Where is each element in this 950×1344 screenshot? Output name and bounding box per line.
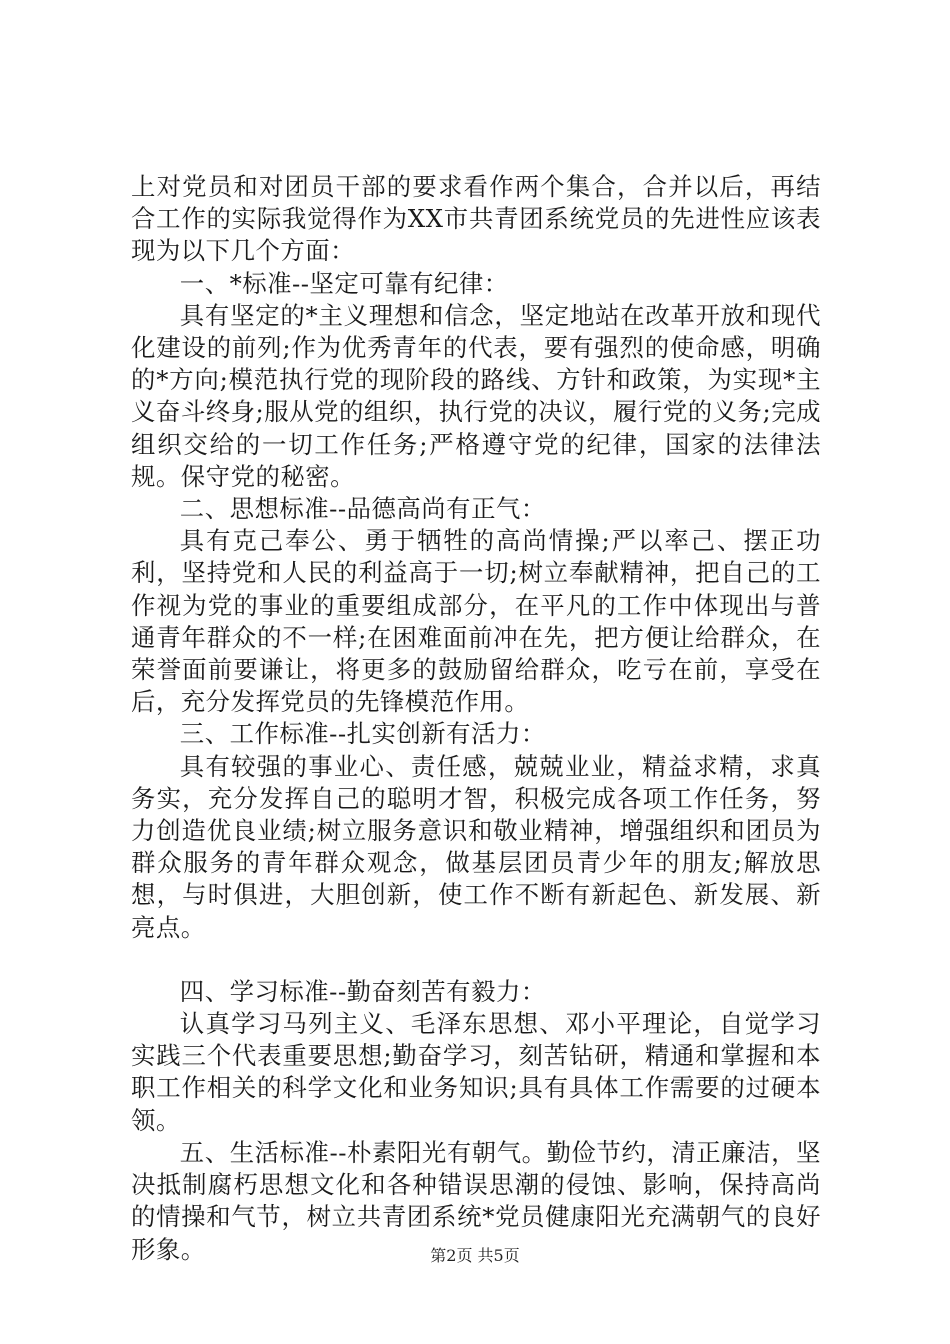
heading-ideological-standard: 二、思想标准--品德高尚有正气： <box>179 494 546 524</box>
paragraph-intro: 上对党员和对团员干部的要求看作两个集合，合并以后，再结合工作的实际我觉得作为XX市共青团系统党员的先进性应该表现为以下几个方面： <box>131 172 821 266</box>
paragraph-political-standard: 具有坚定的*主义理想和信念，坚定地站在改革开放和现代化建设的前列;作为优秀青年的代表，要有强烈的使命感，明确的*方向;模范执行党的现阶段的路线、方针和政策，为实现*主义奋斗终身;服从党的组织，执行党的决议，履行党的义务;完成组织交给的一切工作任务;严格遵守党的纪律，国家的法律法规。保守党的秘密。 <box>131 300 821 491</box>
heading-political-standard: 一、*标准--坚定可靠有纪律： <box>179 268 509 298</box>
heading-study-standard: 四、学习标准--勤奋刻苦有毅力： <box>179 976 546 1006</box>
paragraph-work-standard: 具有较强的事业心、责任感，兢兢业业，精益求精，求真务实，充分发挥自己的聪明才智，积极完成各项工作任务，努力创造优良业绩;树立服务意识和敬业精神，增强组织和团员为群众服务的青年群众观念，做基层团员青少年的朋友;解放思想，与时俱进，大胆创新，使工作不断有新起色、新发展、新亮点。 <box>131 751 821 942</box>
paragraph-study-standard: 认真学习马列主义、毛泽东思想、邓小平理论，自觉学习实践三个代表重要思想;勤奋学习，刻苦钻研，精通和掌握和本职工作相关的科学文化和业务知识;具有具体工作需要的过硬本领。 <box>131 1009 821 1135</box>
paragraph-life-standard: 五、生活标准--朴素阳光有朝气。勤俭节约，清正廉洁，坚决抵制腐朽思想文化和各种错误思潮的侵蚀、影响，保持高尚的情操和气节，树立共青团系统*党员健康阳光充满朝气的良好形象。 <box>131 1137 821 1264</box>
document-body <box>131 171 821 1266</box>
page-number-footer: 第2页 共5页 <box>430 1246 520 1265</box>
paragraph-ideological-standard: 具有克己奉公、勇于牺牲的高尚情操;严以率己、摆正功利，坚持党和人民的利益高于一切;树立奉献精神，把自己的工作视为党的事业的重要组成部分，在平凡的工作中体现出与普通青年群众的不一样;在困难面前冲在先，把方便让给群众，在荣誉面前要谦让，将更多的鼓励留给群众，吃亏在前，享受在后，充分发挥党员的先锋模范作用。 <box>131 526 821 717</box>
heading-work-standard: 三、工作标准--扎实创新有活力： <box>179 719 546 749</box>
